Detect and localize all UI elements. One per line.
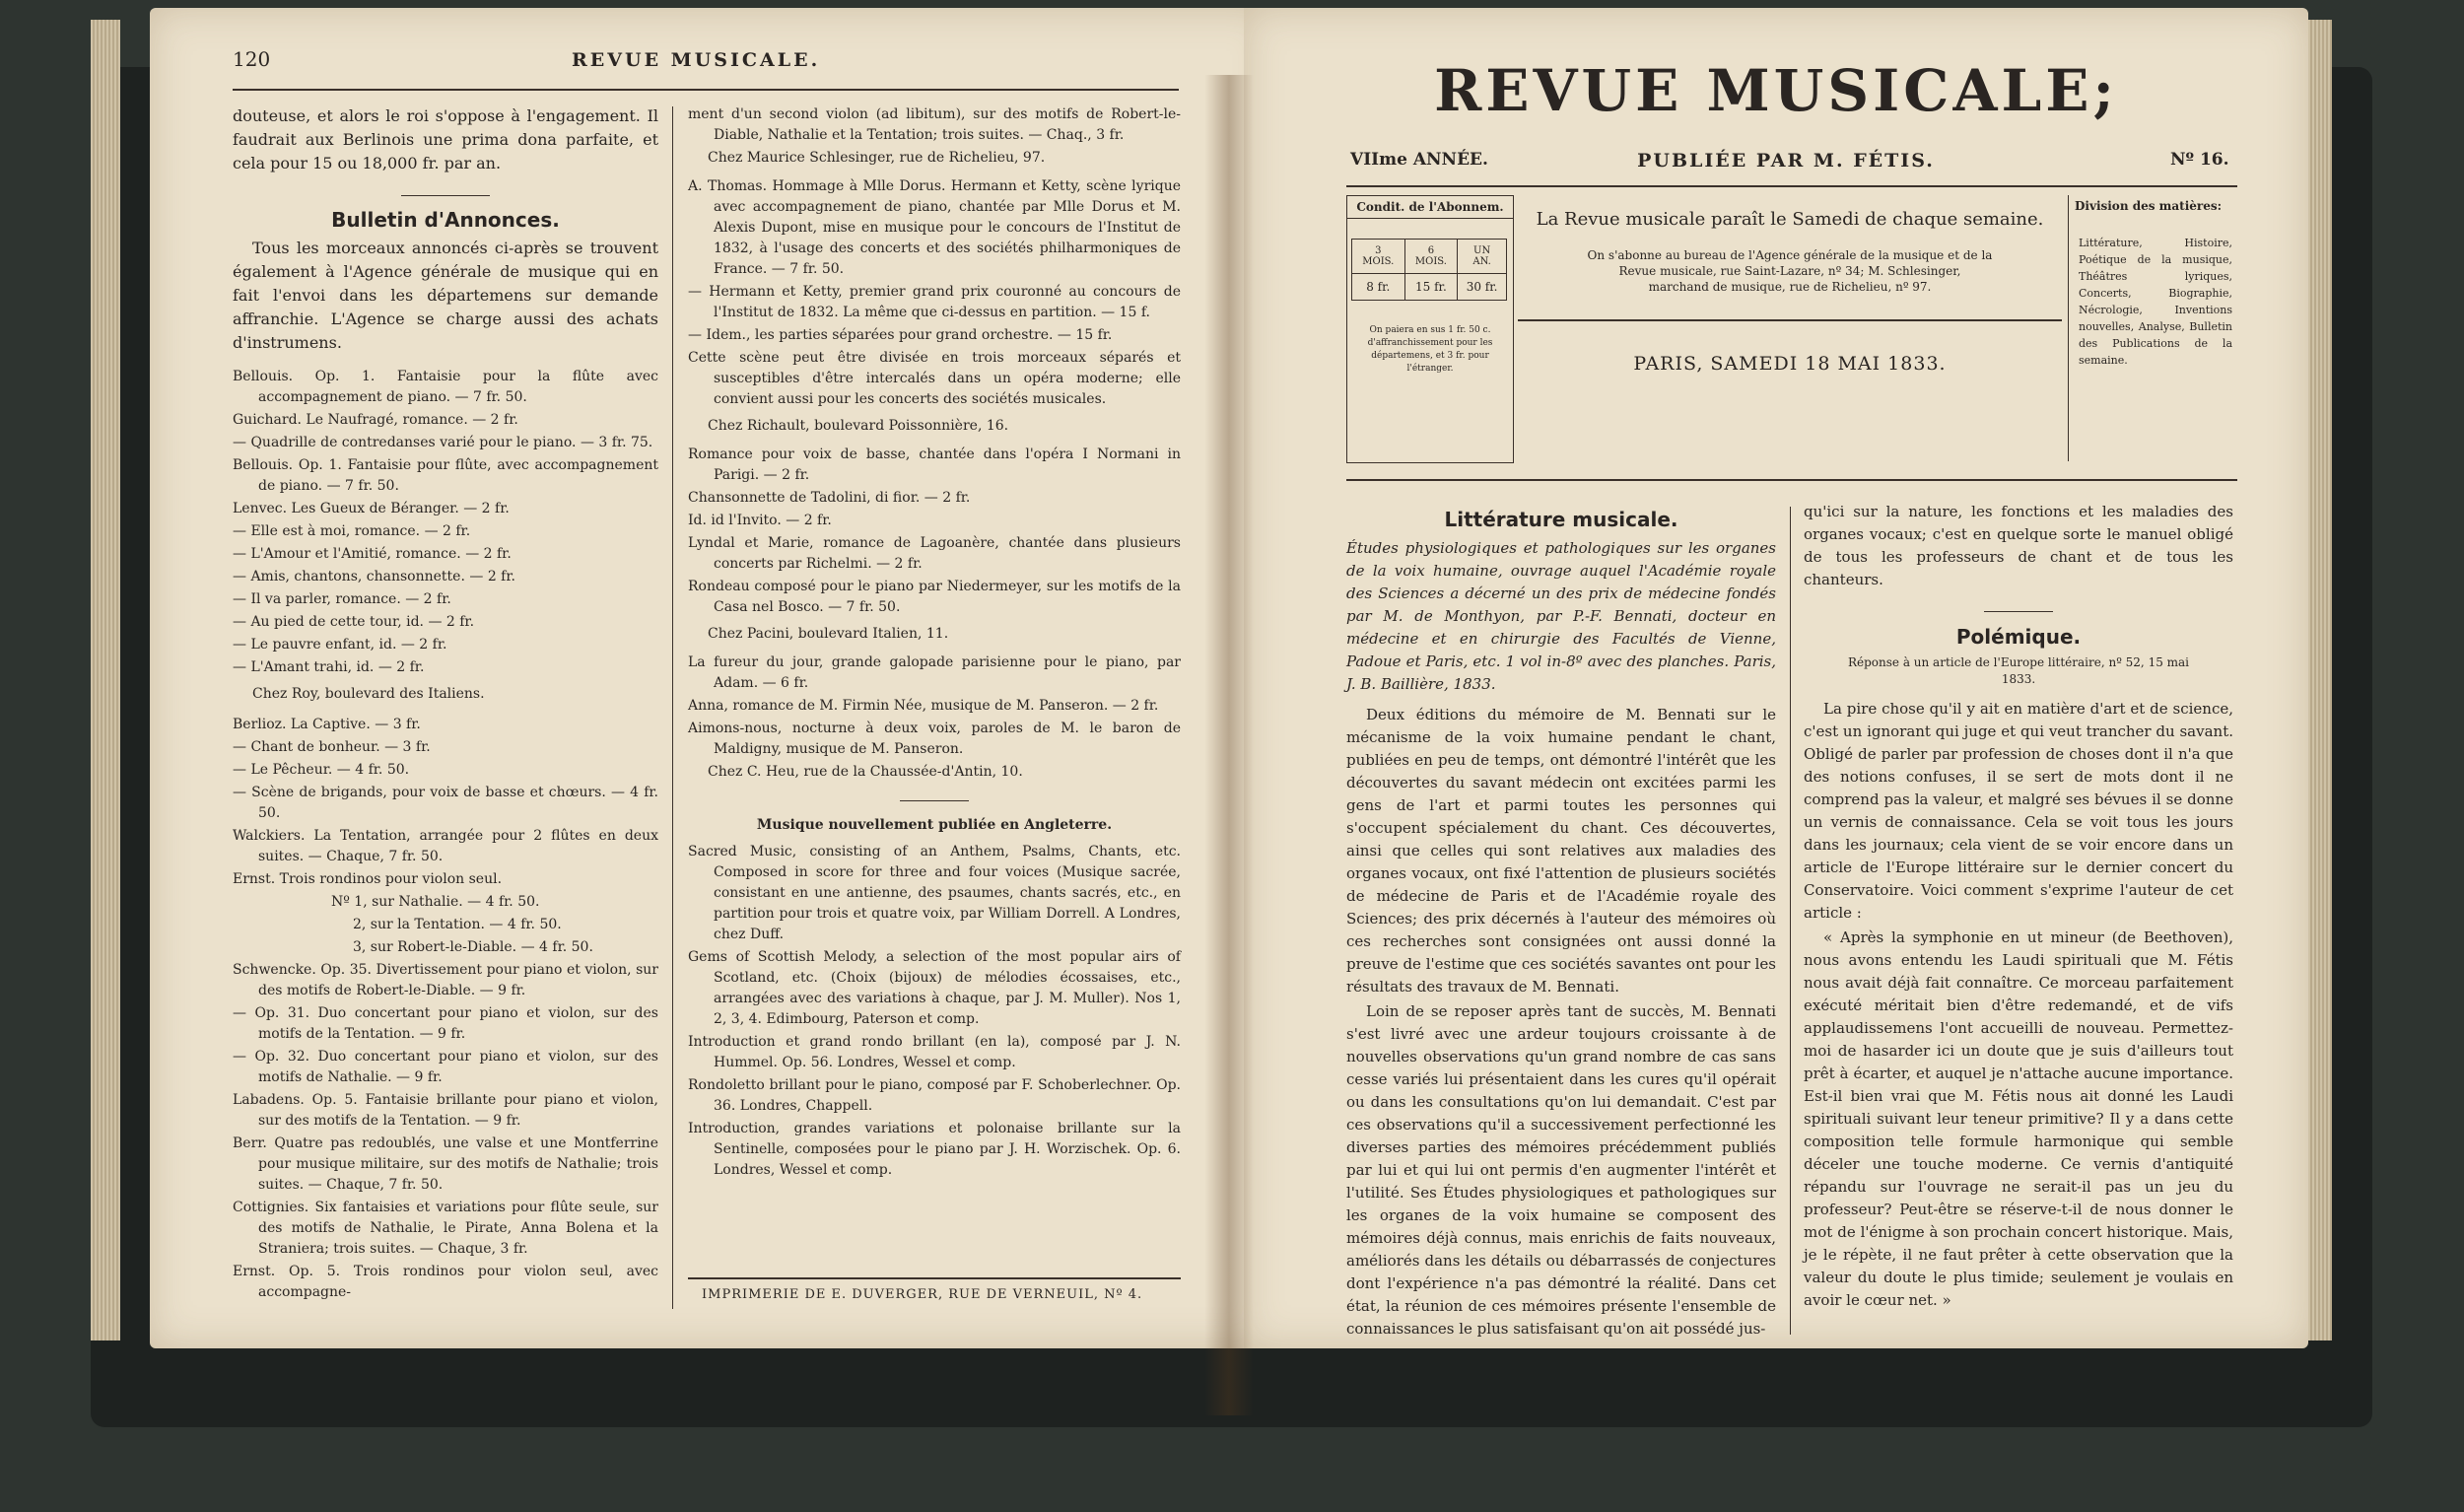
list-item: Gems of Scottish Melody, a selection of the most popular airs of Scotland, etc. (Choix (bijoux) de mélodies écossaises, etc., arrangées avec des variations à chaque, par J. M. Muller). Nos 1, 2, 3, 4. Edimbourg, Paterson et comp. [688,949,1181,1027]
list-item: Chez Maurice Schlesinger, rue de Richelieu, 97. [708,150,1046,166]
issue-date: PARIS, SAMEDI 18 MAI 1833. [1633,353,1947,375]
list-item: Chez C. Heu, rue de la Chaussée-d'Antin, 10. [708,764,1023,780]
list-item: — Hermann et Ketty, premier grand prix couronné au concours de l'Institut de 1832. La même que ci-dessus en partition. — 15 f. [688,284,1181,320]
right-page [1244,8,2308,1348]
list-item: Bellouis. Op. 1. Fantaisie pour la flûte avec accompagnement de piano. — 7 fr. 50. [233,369,658,405]
list-item: Cette scène peut être divisée en trois morceaux séparés et susceptibles d'être intercalés dans un opéra moderne; elle convient aussi pour les concerts des sociétés musicales. [688,350,1181,407]
list-item: Berlioz. La Captive. — 3 fr. [233,717,421,732]
right-column-rule [1790,507,1791,1335]
list-item: Walckiers. La Tentation, arrangée pour 2 flûtes en deux suites. — Chaque, 7 fr. 50. [233,828,658,864]
list-item: A. Thomas. Hommage à Mlle Dorus. Hermann et Ketty, scène lyrique avec accompagnement de piano, chantée par Mlle Dorus et M. Alexis Dupont, mise en musique pour le concours de l'Institut de 1832, à l'usage des concerts et des sociétés philharmoniques de France. — 7 fr. 50. [688,178,1181,277]
list-item: 3, sur Robert-le-Diable. — 4 fr. 50. [353,939,593,955]
box-bottom-rule [1346,479,2237,481]
subscription-box [1346,195,1514,463]
publisher-label: PUBLIÉE PAR M. FÉTIS. [1637,150,1935,172]
list-item: — Elle est à moi, romance. — 2 fr. [233,523,471,539]
list-item: Sacred Music, consisting of an Anthem, Psalms, Chants, etc. Composed in score for three and four voices (Musique sacrée, consistant en une antienne, des psaumes, chants sacrés, etc., en partition pour trois et quatre voix, par William Dorrell. A Londres, chez Duff. [688,844,1181,942]
page-edges-left [91,20,120,1340]
office-address: On s'abonne au bureau de l'Agence générale de la musique et de la Revue musicale, rue Saint-Lazare, nº 34; M. Schlesinger, marchand de musique, rue de Richelieu, nº 97. [1587,248,1993,294]
division-box [2068,195,2238,461]
list-item: Introduction et grand rondo brillant (en la), composé par J. N. Hummel. Op. 56. Londres, Wessel et comp. [688,1034,1181,1070]
book-gutter [1204,75,1254,1415]
right-column-2 [1804,501,2233,1314]
paragraph: « Après la symphonie en ut mineur (de Beethoven), nous avons entendu les Laudi spirituali que M. Fétis nous avait déjà fait connaître. Ce morceau parfaitement exécuté méritait bien d'être redemandé, et de vifs applaudissemens l'ont accueilli de nouveau. Permettez-moi de hasarder ici un doute que je suis d'ailleurs tout prêt à écarter, et auquel je n'attache aucune importance. Est-il bien vrai que M. Fétis nous ait donné les Laudi spirituali suivant leur teneur primitive? Il y a dans cette composition telle formule harmonique qui semble déceler une touche moderne. Ce vernis d'antiquité répandu sur l'ouvrage ne serait-il pas un jeu du professeur? Peut-être se réserve-t-il de nous donner le mot de l'énigme à son prochain concert historique. Mais, je le répète, il ne faut prêter à cette observation que la valeur du doute le plus timide; seulement je voulais en avoir le cœur net. » [1804,928,2233,1309]
list-item: — Op. 31. Duo concertant pour piano et violon, sur des motifs de la Tentation. — 9 fr. [233,1005,658,1042]
list-item: Rondeau composé pour le piano par Niedermeyer, sur les motifs de la Casa nel Bosco. — 7 fr. 50. [688,579,1181,615]
page-number: 120 [233,47,271,71]
period-3: 3 MOIS. [1352,240,1405,274]
review-lead: Études physiologiques et pathologiques sur les organes de la voix humaine, ouvrage auquel l'Académie royale des Sciences a décerné un des prix de médecine fondés par M. de Monthyon, par P.-F. Bennati, docteur en médecine et en chirurgie des Facultés de Vienne, Padoue et Paris, etc. 1 vol in-8º avec des planches. Paris, J. B. Baillière, 1833. [1346,539,1776,693]
subsection-title: Musique nouvellement publiée en Angleterre. [756,817,1113,833]
list-item: Nº 1, sur Nathalie. — 4 fr. 50. [331,894,540,910]
right-column-1 [1346,501,1776,1342]
section-title: Polémique. [1955,625,2082,649]
entries-list-a [688,104,1181,783]
period-6: 6 MOIS. [1404,240,1458,274]
list-item: — L'Amant trahi, id. — 2 fr. [233,659,425,675]
list-item: — Idem., les parties séparées pour grand orchestre. — 15 fr. [688,327,1113,343]
intro-text: douteuse, et alors le roi s'oppose à l'engagement. Il faudrait aux Berlinois une prima dona parfaite, et cela pour 15 ou 18,000 fr. par an. [233,106,658,172]
list-item: — L'Amour et l'Amitié, romance. — 2 fr. [233,546,512,562]
list-item: Chez Roy, boulevard des Italiens. [252,686,485,702]
issue-number: Nº 16. [2170,150,2229,170]
price-12: 30 fr. [1458,274,1507,301]
publication-notice: La Revue musicale paraît le Samedi de chaque semaine. [1536,209,2044,230]
list-item: Labadens. Op. 5. Fantaisie brillante pour piano et violon, sur des motifs de la Tentation. — 9 fr. [233,1092,658,1129]
masthead-title: REVUE MUSICALE; [1434,57,2118,124]
column-rule [672,106,673,1309]
list-item: ment d'un second violon (ad libitum), sur des motifs de Robert-le-Diable, Nathalie et la Tentation; trois suites. — Chaq., 3 fr. [688,106,1181,143]
list-item: La fureur du jour, grande galopade parisienne pour le piano, par Adam. — 6 fr. [688,654,1181,691]
list-item: Aimons-nous, nocturne à deux voix, paroles de M. le baron de Maldigny, musique de M. Panseron. [688,721,1181,757]
paragraph: Deux éditions du mémoire de M. Bennati sur le mécanisme de la voix humaine pendant le chant, publiées en peu de temps, ont démontré l'intérêt que les découvertes du savant médecin ont excitées parmi les gens de l'art et parmi toutes les personnes qui s'occupent spécialement du chant. Ces découvertes, ainsi que celles qui sont relatives aux maladies des organes vocaux, ont fixé l'attention de plusieurs sociétés de médecine de Paris et de l'Académie royale des Sciences; des prix décernés à l'auteur des mémoires où ces recherches sont consignées ont aussi donné la preuve de l'estime que ces sociétés savantes ont pour les résultats des travaux de M. Bennati. [1346,706,1776,996]
list-item: Chansonnette de Tadolini, di fior. — 2 fr. [688,490,971,506]
list-item: Romance pour voix de basse, chantée dans l'opéra I Normani in Parigi. — 2 fr. [688,447,1181,483]
masthead-rule [1346,185,2237,187]
section-title: Littérature musicale. [1444,508,1678,531]
period-12: UN AN. [1458,240,1507,274]
division-title: Division des matières: [2075,199,2223,213]
subscription-title: Condit. de l'Abonnem. [1347,196,1513,219]
paragraph: qu'ici sur la nature, les fonctions et les maladies des organes vocaux; c'est en quelque sorte le manuel obligé de tous les professeurs de chant et de tous les chanteurs. [1804,503,2233,588]
list-item: Id. id l'Invito. — 2 fr. [688,513,832,528]
subscription-table [1351,239,1507,301]
price-6: 15 fr. [1404,274,1458,301]
list-item: — Il va parler, romance. — 2 fr. [233,591,451,607]
list-item: Chez Pacini, boulevard Italien, 11. [708,626,949,642]
list-item: — Amis, chantons, chansonnette. — 2 fr. [233,569,515,584]
year-label: VIIme ANNÉE. [1350,150,1488,170]
paragraph: Loin de se reposer après tant de succès, M. Bennati s'est livré avec une ardeur toujours croissante à de nouvelles observations qu'un grand nombre de cas sans cesse variés lui présentaient dans les cures qu'il opérait ou dans les consultations qu'on lui demandait. C'est par ces observations qu'il a successivement perfectionné les diverses parties des mémoires précédemment publiés par lui et qui lui ont permis d'en augmenter l'intérêt et l'utilité. Ses Études physiologiques et pathologiques sur les organes de la voix humaine se composent des mémoires déjà connus, mais enrichis de faits nouveaux, améliorés dans les détails ou débarrassés de conjectures dont l'expérience n'a pas démontré la réalité. Dans cet état, la réunion de ces mémoires présente l'ensemble de connaissances le plus satisfaisant qu'on ait possédé jus- [1346,1002,1776,1338]
list-item: — Scène de brigands, pour voix de basse et chœurs. — 4 fr. 50. [233,785,658,821]
entries-list-b [688,842,1181,1181]
running-head: REVUE MUSICALE. [572,49,821,71]
list-item: Introduction, grandes variations et polonaise brillante sur la Sentinelle, composées pour le piano par J. H. Worzischek. Op. 6. Londres, Wessel et comp. [688,1121,1181,1178]
list-item: Chez Richault, boulevard Poissonnière, 16. [708,418,1009,434]
list-item: Schwencke. Op. 35. Divertissement pour piano et violon, sur des motifs de Robert-le-Diable. — 9 fr. [233,962,658,998]
entries-list [233,367,658,1303]
list-item: Guichard. Le Naufragé, romance. — 2 fr. [233,412,518,428]
reply-heading: Réponse à un article de l'Europe littéraire, nº 52, 15 mai 1833. [1847,655,2190,686]
list-item: Anna, romance de M. Firmin Née, musique de M. Panseron. — 2 fr. [688,698,1159,714]
center-info-box [1518,195,2062,461]
list-item: 2, sur la Tentation. — 4 fr. 50. [353,917,562,932]
list-item: Ernst. Trois rondinos pour violon seul. [233,871,503,887]
left-column-2 [688,104,1181,1183]
list-item: Cottignies. Six fantaisies et variations pour flûte seule, sur des motifs de Nathalie, le Pirate, Anna Bolena et la Straniera; trois suites. — Chaque, 3 fr. [233,1200,658,1257]
header-rule [233,89,1179,91]
list-item: Bellouis. Op. 1. Fantaisie pour flûte, avec accompagnement de piano. — 7 fr. 50. [233,457,658,494]
subscription-note: On paiera en sus 1 fr. 50 c. d'affranchissement pour les départemens, et 3 fr. pour l'étranger. [1367,325,1493,374]
list-item: Rondoletto brillant pour le piano, composé par F. Schoberlechner. Op. 36. Londres, Chappell. [688,1077,1181,1114]
list-item: Lenvec. Les Gueux de Béranger. — 2 fr. [233,501,510,516]
list-item: — Quadrille de contredanses varié pour le piano. — 3 fr. 75. [233,435,653,450]
list-item: — Le Pêcheur. — 4 fr. 50. [233,762,410,778]
section-title: Bulletin d'Annonces. [331,208,560,232]
list-item: Berr. Quatre pas redoublés, une valse et une Montferrine pour musique militaire, sur des motifs de Nathalie; trois suites. — Chaque, 7 fr. 50. [233,1135,658,1193]
list-item: — Op. 32. Duo concertant pour piano et violon, sur des motifs de Nathalie. — 9 fr. [233,1049,658,1085]
paragraph: La pire chose qu'il y ait en matière d'art et de science, c'est un ignorant qui juge et qui veut trancher du savant. Obligé de parler par profession de choses dont il n'a que des notions confuses, il se sert de mots dont il ne comprend pas la valeur, et malgré ses bévues il se donne un vernis de connaissance. Cela se voit tous les jours dans les journaux; cela vient de se voir encore dans un article de l'Europe littéraire sur le dernier concert du Conservatoire. Voici comment s'exprime l'auteur de cet article : [1804,700,2233,922]
left-page [150,8,1273,1348]
division-text: Littérature, Histoire, Poétique de la musique, Théâtres lyriques, Concerts, Biographie, Nécrologie, Inventions nouvelles, Analyse, Bulletin des Publications de la semaine. [2079,237,2232,367]
imprint-rule [688,1277,1181,1279]
left-column-1 [233,104,658,1305]
list-item: — Le pauvre enfant, id. — 2 fr. [233,637,447,653]
list-item: — Au pied de cette tour, id. — 2 fr. [233,614,475,630]
list-item: — Chant de bonheur. — 3 fr. [233,739,431,755]
imprint: IMPRIMERIE DE E. DUVERGER, RUE DE VERNEUIL, Nº 4. [702,1287,1143,1302]
list-item: Ernst. Op. 5. Trois rondinos pour violon seul, avec accompagne- [233,1264,658,1300]
center-rule [1518,319,2062,321]
section-lead: Tous les morceaux annoncés ci-après se trouvent également à l'Agence générale de musique qui en fait l'envoi dans les départemens sur demande affranchie. L'Agence se charge aussi des achats d'instrumens. [233,239,658,352]
price-3: 8 fr. [1352,274,1405,301]
page-edges-right [2308,20,2332,1340]
list-item: Lyndal et Marie, romance de Lagoanère, chantée dans plusieurs concerts par Richelmi. — 2 fr. [688,535,1181,572]
